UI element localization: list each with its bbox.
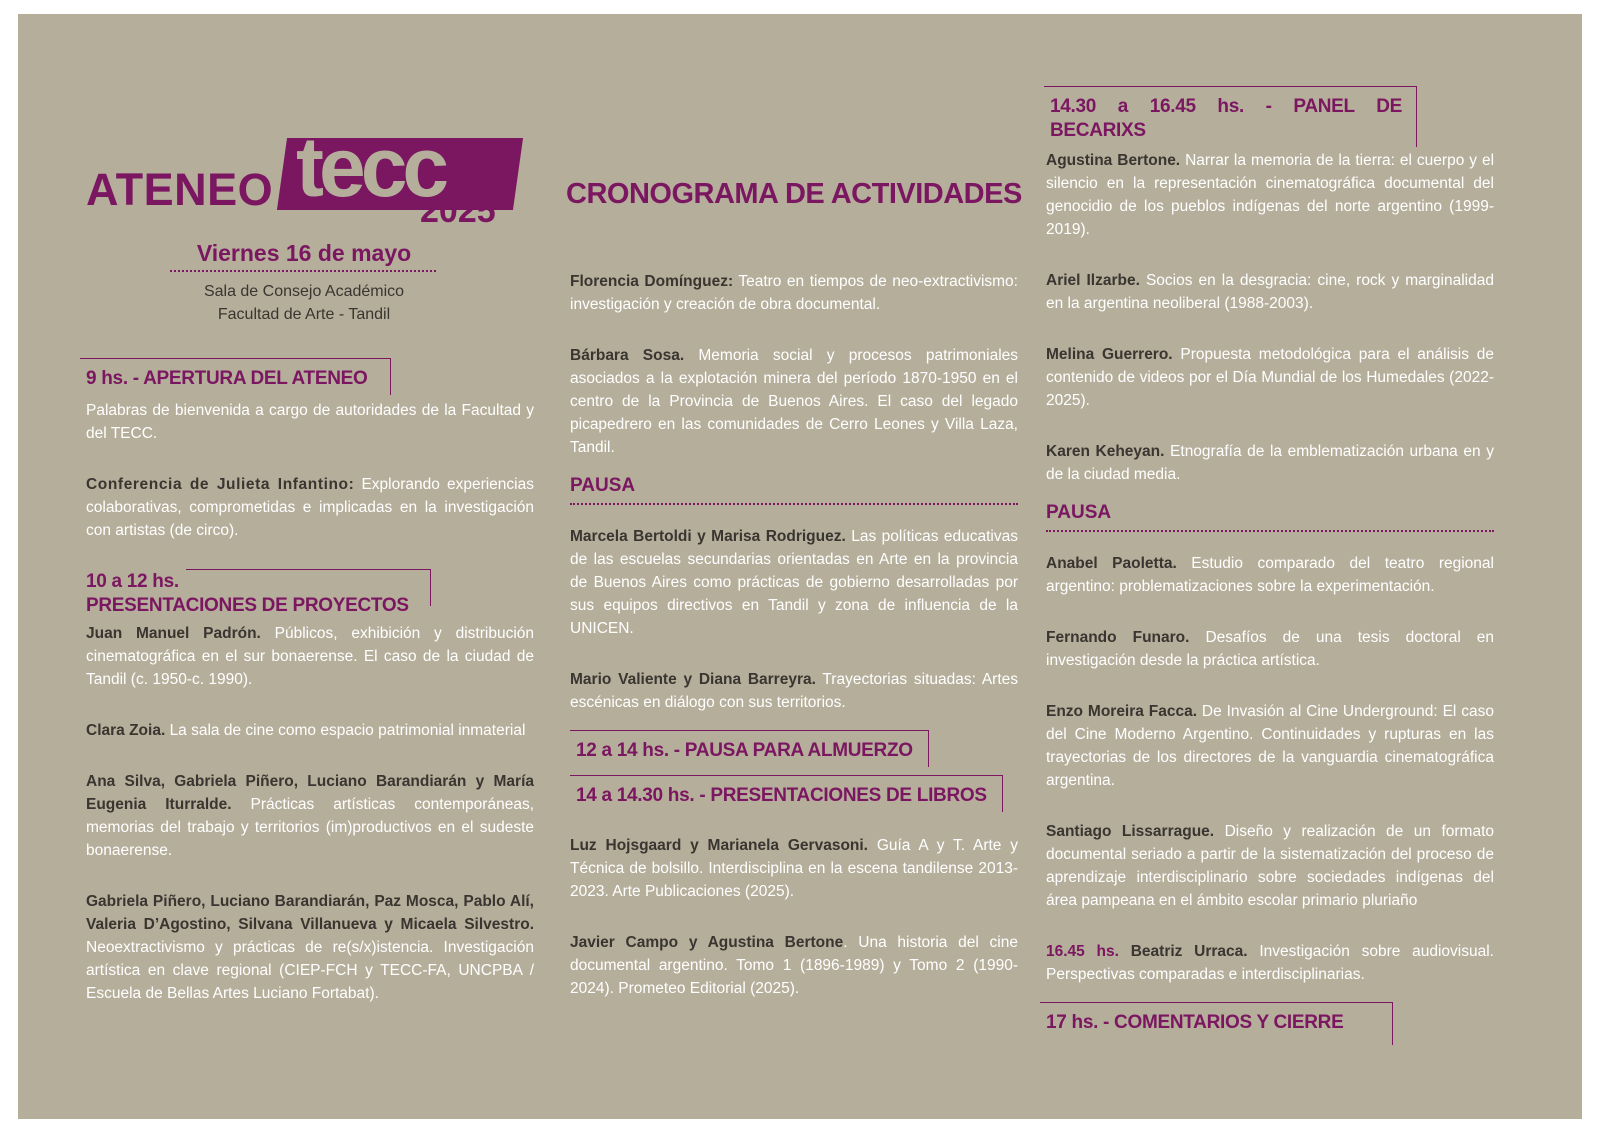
entry-name: Anabel Paoletta. (1046, 555, 1177, 572)
venue (86, 280, 522, 326)
talk-entry (570, 668, 1018, 714)
right-column (1046, 86, 1494, 1045)
entry-name: Enzo Moreira Facca. (1046, 703, 1198, 720)
section-title-time: 10 a 12 hs. (86, 571, 179, 592)
entry-name: Gabriela Piñero, Luciano Barandiarán, Paz Mosca, Pablo Alí, Valeria D’Agostino, Silvana Villanueva y Micaela Silvestro. (86, 893, 534, 933)
section-title: 14 a 14.30 hs. - PRESENTACIONES DE LIBROS (576, 785, 987, 806)
entry-text: Prácticas artísticas contemporáneas, memorias del trabajo y territorios (im)productivos en el sudeste bonaerense. (86, 796, 534, 859)
logo-word: ATENEO (86, 164, 274, 215)
section-title: 9 hs. - APERTURA DEL ATENEO (86, 368, 368, 389)
section-opening (80, 358, 391, 395)
project-entry (86, 719, 534, 742)
welcome-text: Palabras de bienvenida a cargo de autoridades de la Facultad y del TECC. (86, 402, 534, 442)
entry-text: Públicos, exhibición y distribución cinematográfica en el sur bonaerense. El caso de la ciudad de Tandil (c. 1950-c. 1990). (86, 625, 534, 688)
panel-entry (1046, 940, 1494, 986)
book-entry (570, 834, 1018, 903)
section-panel (1044, 86, 1417, 147)
entry-text: Propuesta metodológica para el análisis de contenido de videos por el Día Mundial de los Humedales (2022-2025). (1046, 346, 1494, 409)
entry-name: Florencia Domínguez: (570, 273, 734, 290)
entry-text: . Una historia del cine documental argentino. Tomo 1 (1896-1989) y Tomo 2 (1990-2024). Prometeo Editorial (2025). (570, 934, 1018, 997)
panel-entry (1046, 552, 1494, 598)
pausa-heading: PAUSA (1046, 502, 1494, 532)
poster (18, 14, 1582, 1119)
entry-name: Clara Zoia. (86, 722, 166, 739)
section-title: 12 a 14 hs. - PAUSA PARA ALMUERZO (576, 740, 913, 761)
logo-brand: tecc (296, 120, 445, 214)
left-column (86, 358, 534, 1005)
panel-entry (1046, 343, 1494, 412)
section-closing (1040, 1002, 1393, 1045)
entry-name: Beatriz Urraca. (1130, 943, 1248, 960)
entry-text: Narrar la memoria de la tierra: el cuerpo y el silencio en la representación cinematográfica documental del genocidio de los pueblos indígenas del norte argentino (1999-2019). (1046, 152, 1495, 238)
talk-entry (570, 525, 1018, 640)
entry-text: Diseño y realización de un formato documental seriado a partir de la sistematización del proceso de aprendizaje interdisciplinario sobre sociedades indígenas del área pampeana en el ámbito escolar primario pluriaño (1046, 823, 1495, 909)
entry-name: Javier Campo y Agustina Bertone (570, 934, 844, 951)
entry-name: Luz Hojsgaard y Marianela Gervasoni. (570, 837, 868, 854)
panel-entry (1046, 700, 1494, 792)
main-title: CRONOGRAMA DE ACTIVIDADES (566, 178, 1022, 210)
entry-text: Socios en la desgracia: cine, rock y marginalidad en la argentina neoliberal (1988-2003). (1046, 272, 1494, 312)
panel-entry (1046, 626, 1494, 672)
entry-name: Agustina Bertone. (1046, 152, 1181, 169)
panel-entry (1046, 269, 1494, 315)
entry-name: Karen Keheyan. (1046, 443, 1165, 460)
entry-text: Trayectorias situadas: Artes escénicas en diálogo con sus territorios. (570, 671, 1019, 711)
section-lunch (570, 730, 929, 767)
entry-name: Ana Silva, Gabriela Piñero, Luciano Barandiarán y María Eugenia Iturralde. (86, 773, 534, 813)
section-frame (186, 569, 431, 606)
section-projects (86, 570, 436, 618)
entry-text: Etnografía de la emblematización urbana en y de la ciudad media. (1046, 443, 1494, 483)
section-books (570, 775, 1003, 812)
entry-text: Investigación sobre audiovisual. Perspectivas comparadas e interdisciplinarias. (1046, 943, 1494, 983)
project-entry (86, 622, 534, 691)
entry-text: Teatro en tiempos de neo-extractivismo: investigación y creación de obra documental. (570, 273, 1018, 313)
entry-text: Las políticas educativas de las escuelas secundarias orientadas en Arte en la provincia de Buenos Aires como prácticas de gobierno desarrolladas por sus equipos directivos en Tandil y zona de influencia de la UNICEN. (570, 528, 1018, 637)
entry-time: 16.45 hs. (1046, 943, 1119, 960)
logo-year: 2025 (420, 192, 496, 230)
entry-text: Guía A y T. Arte y Técnica de bolsillo. Interdisciplina en la escena tandilense 2013-2023. Arte Publicaciones (2025). (570, 837, 1018, 900)
conference-entry (86, 473, 534, 542)
event-date: Viernes 16 de mayo (196, 240, 412, 266)
panel-entry (1046, 149, 1494, 241)
entry-name: Marcela Bertoldi y Marisa Rodriguez. (570, 528, 846, 545)
panel-entry (1046, 820, 1494, 912)
entry-name: Bárbara Sosa. (570, 347, 685, 364)
middle-column (570, 270, 1018, 1000)
entry-text: Neoextractivismo y prácticas de re(s/x)istencia. Investigación artística en clave regional (CIEP-FCH y TECC-FA, UNCPBA / Escuela de Bellas Artes Luciano Fortabat). (86, 939, 534, 1002)
entry-name: Juan Manuel Padrón. (86, 625, 261, 642)
venue-line-1: Sala de Consejo Académico (203, 283, 405, 300)
entry-text: Estudio comparado del teatro regional argentino: problematizaciones sobre la experimentación. (1046, 555, 1494, 595)
entry-text: De Invasión al Cine Underground: El caso del Cine Moderno Argentino. Continuidades y rupturas en las trayectorias de los directores de la vanguardia cinematográfica argentina. (1046, 703, 1494, 789)
pausa-heading: PAUSA (570, 475, 1018, 505)
section-title: PRESENTACIONES DE PROYECTOS (86, 595, 409, 616)
entry-text: Memoria social y procesos patrimoniales asociados a la explotación minera del período 1870-1950 en el centro de la Provincia de Buenos Aires. El caso del legado picapedrero en las comunidades de Cerro Leones y Villa Laza, Tandil. (570, 347, 1019, 456)
entry-name: Ariel Ilzarbe. (1046, 272, 1140, 289)
project-entry (86, 890, 534, 1005)
entry-text: La sala de cine como espacio patrimonial inmaterial (169, 722, 526, 739)
dotted-divider (170, 270, 436, 272)
entry-name: Fernando Funaro. (1046, 629, 1190, 646)
ateneo-tecc-logo (86, 120, 526, 234)
venue-line-2: Facultad de Arte - Tandil (217, 306, 391, 323)
entry-text: Explorando experiencias colaborativas, comprometidas e implicadas en la investigación con artistas (de circo). (86, 476, 534, 539)
section-title: 17 hs. - COMENTARIOS Y CIERRE (1046, 1012, 1344, 1033)
talk-entry (570, 344, 1018, 459)
talk-entry (570, 270, 1018, 316)
entry-name: Melina Guerrero. (1046, 346, 1173, 363)
book-entry (570, 931, 1018, 1000)
entry-text: Desafíos de una tesis doctoral en investigación desde la práctica artística. (1046, 629, 1495, 669)
entry-name: Mario Valiente y Diana Barreyra. (570, 671, 816, 688)
section-title: 14.30 a 16.45 hs. - PANEL DE BECARIXS (1050, 96, 1402, 141)
panel-entry (1046, 440, 1494, 486)
project-entry (86, 770, 534, 862)
entry-name: Conferencia de Julieta Infantino: (86, 476, 355, 493)
entry-name: Santiago Lissarrague. (1046, 823, 1215, 840)
